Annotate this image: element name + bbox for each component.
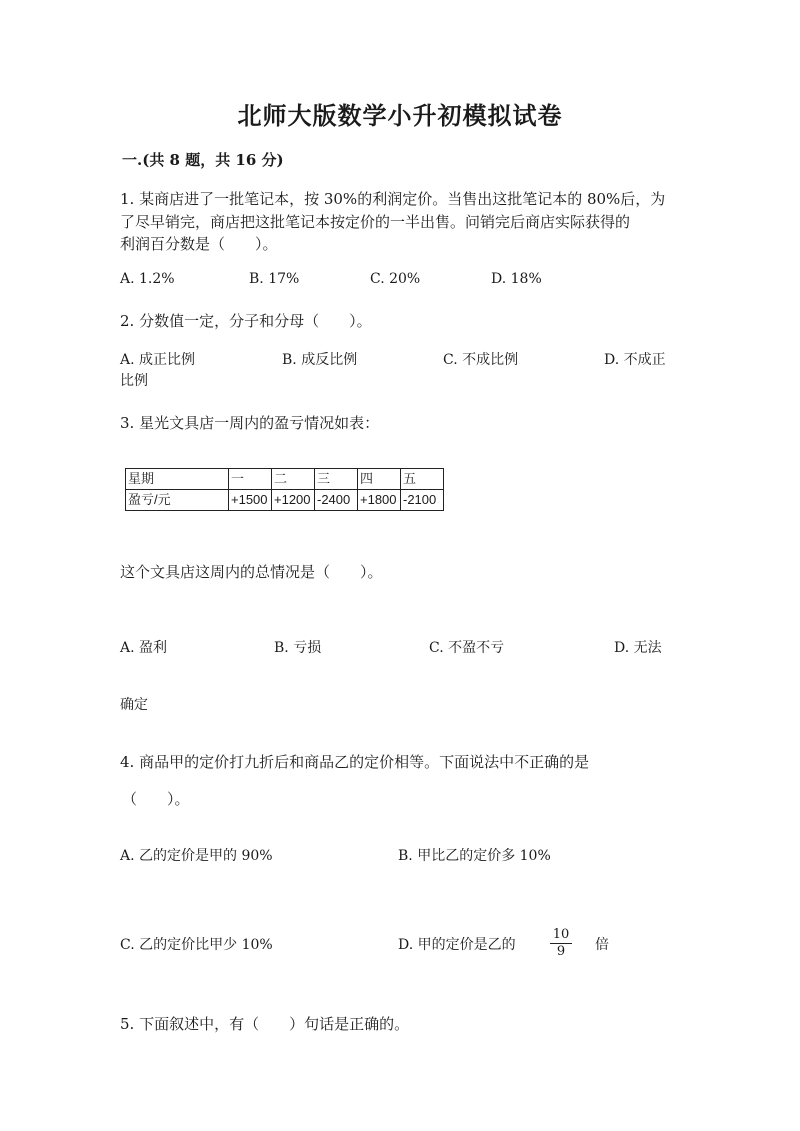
question-4-stem: 4. 商品甲的定价打九折后和商品乙的定价相等。下面说法中不正确的是 <box>120 753 590 771</box>
table-cell: +1200 <box>272 490 315 511</box>
question-2-stem: 2. 分数值一定，分子和分母（ ）。 <box>120 312 372 330</box>
question-4-stem-cont: （ ）。 <box>122 790 190 808</box>
question-5-stem: 5. 下面叙述中，有（ ）句话是正确的。 <box>120 1015 410 1033</box>
table-cell: -2100 <box>401 490 444 511</box>
question-2-option-a: A. 成正比例 <box>120 352 196 368</box>
table-cell: 星期 <box>126 469 229 490</box>
table-cell: +1500 <box>229 490 272 511</box>
question-1-option-d: D. 18% <box>491 271 542 287</box>
question-2-option-d-wrap: 比例 <box>120 373 148 389</box>
table-cell: 四 <box>358 469 401 490</box>
table-cell: 二 <box>272 469 315 490</box>
page-title: 北师大版数学小升初模拟试卷 <box>237 101 563 130</box>
question-4-option-d: D. 甲的定价是乙的 <box>398 937 516 953</box>
question-1-line-3: 利润百分数是（ ）。 <box>120 235 278 253</box>
question-3-question: 这个文具店这周内的总情况是（ ）。 <box>120 563 383 581</box>
fraction-denominator: 9 <box>556 944 566 959</box>
fraction-numerator: 10 <box>550 927 572 944</box>
table-row <box>126 490 444 511</box>
question-4-option-b: B. 甲比乙的定价多 10% <box>398 848 551 864</box>
question-2-option-d: D. 不成正 <box>604 352 666 368</box>
question-3-option-b: B. 亏损 <box>274 640 322 656</box>
question-3-option-d: D. 无法 <box>614 640 662 656</box>
profit-loss-table <box>125 468 444 511</box>
fraction-ten-ninths <box>550 927 572 960</box>
table-cell: 一 <box>229 469 272 490</box>
table-cell: +1800 <box>358 490 401 511</box>
table-cell: 五 <box>401 469 444 490</box>
question-4-option-d-suffix: 倍 <box>595 937 609 953</box>
table-cell: 盈亏/元 <box>126 490 229 511</box>
question-3-option-a: A. 盈利 <box>120 640 168 656</box>
question-4-option-a: A. 乙的定价是甲的 90% <box>120 848 273 864</box>
question-3-option-d-wrap: 确定 <box>120 697 148 713</box>
table-cell: 三 <box>315 469 358 490</box>
question-1-line-2: 了尽早销完，商店把这批笔记本按定价的一半出售。问销完后商店实际获得的 <box>120 213 631 231</box>
question-3-option-c: C. 不盈不亏 <box>429 640 505 656</box>
question-2-option-c: C. 不成比例 <box>443 352 519 368</box>
question-1-line-1: 1. 某商店进了一批笔记本，按 30%的利润定价。当售出这批笔记本的 80%后，为 <box>120 190 666 208</box>
question-1-option-c: C. 20% <box>370 271 421 287</box>
question-2-option-b: B. 成反比例 <box>282 352 358 368</box>
question-4-option-c: C. 乙的定价比甲少 10% <box>120 937 273 953</box>
table-cell: -2400 <box>315 490 358 511</box>
question-1-option-b: B. 17% <box>249 271 300 287</box>
question-3-stem: 3. 星光文具店一周内的盈亏情况如表： <box>120 414 380 432</box>
table-header-row <box>126 469 444 490</box>
section-heading: 一.(共 8 题，共 16 分) <box>122 151 284 169</box>
question-1-option-a: A. 1.2% <box>120 271 175 287</box>
